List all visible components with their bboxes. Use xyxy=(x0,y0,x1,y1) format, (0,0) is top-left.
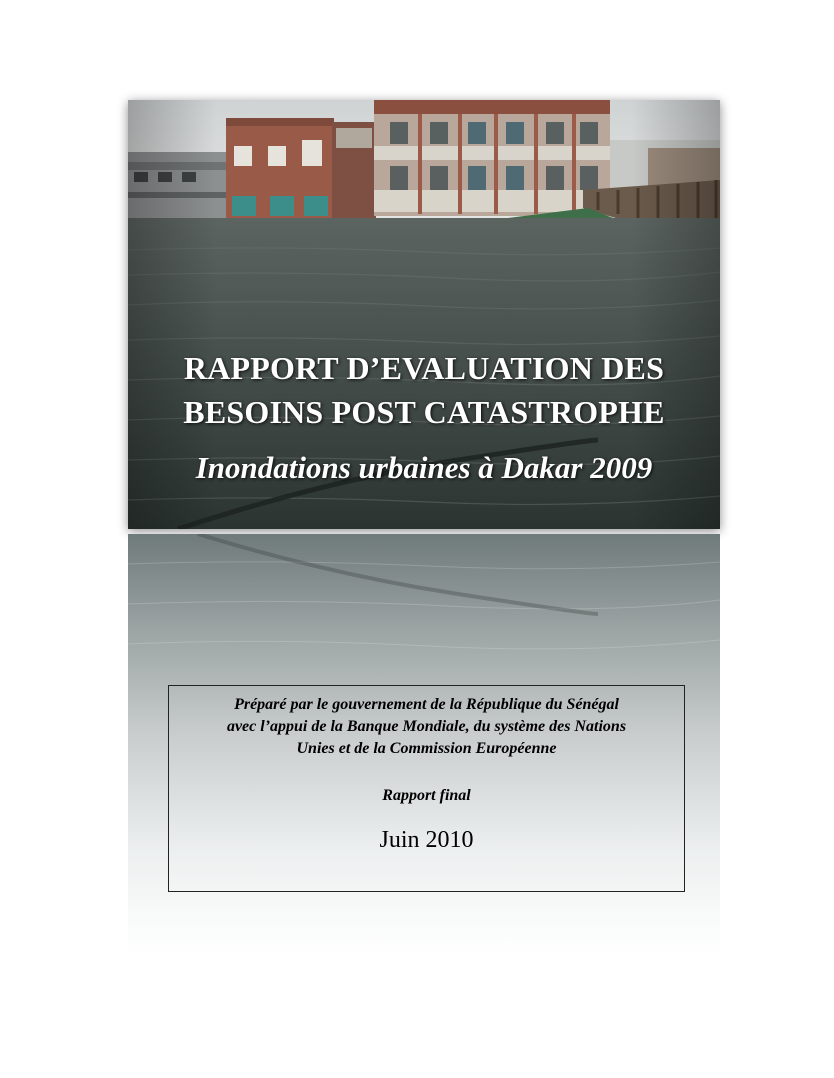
report-title-line-2: BESOINS POST CATASTROPHE xyxy=(183,394,665,430)
prepared-line-1: Préparé par le gouvernement de la République du Sénégal xyxy=(234,696,619,713)
prepared-line-3: Unies et de la Commission Européenne xyxy=(296,740,557,757)
cover-photo xyxy=(128,100,720,529)
prepared-by-text xyxy=(169,694,684,760)
cover-title-block xyxy=(128,346,720,488)
prepared-line-2: avec l’appui de la Banque Mondiale, du système des Nations xyxy=(226,718,627,735)
info-box xyxy=(168,685,685,892)
report-status: Rapport final xyxy=(382,787,471,804)
report-title-line-1: RAPPORT D’EVALUATION DES xyxy=(183,350,665,386)
report-subtitle: Inondations urbaines à Dakar 2009 xyxy=(195,450,653,485)
report-date: Juin 2010 xyxy=(379,827,474,853)
